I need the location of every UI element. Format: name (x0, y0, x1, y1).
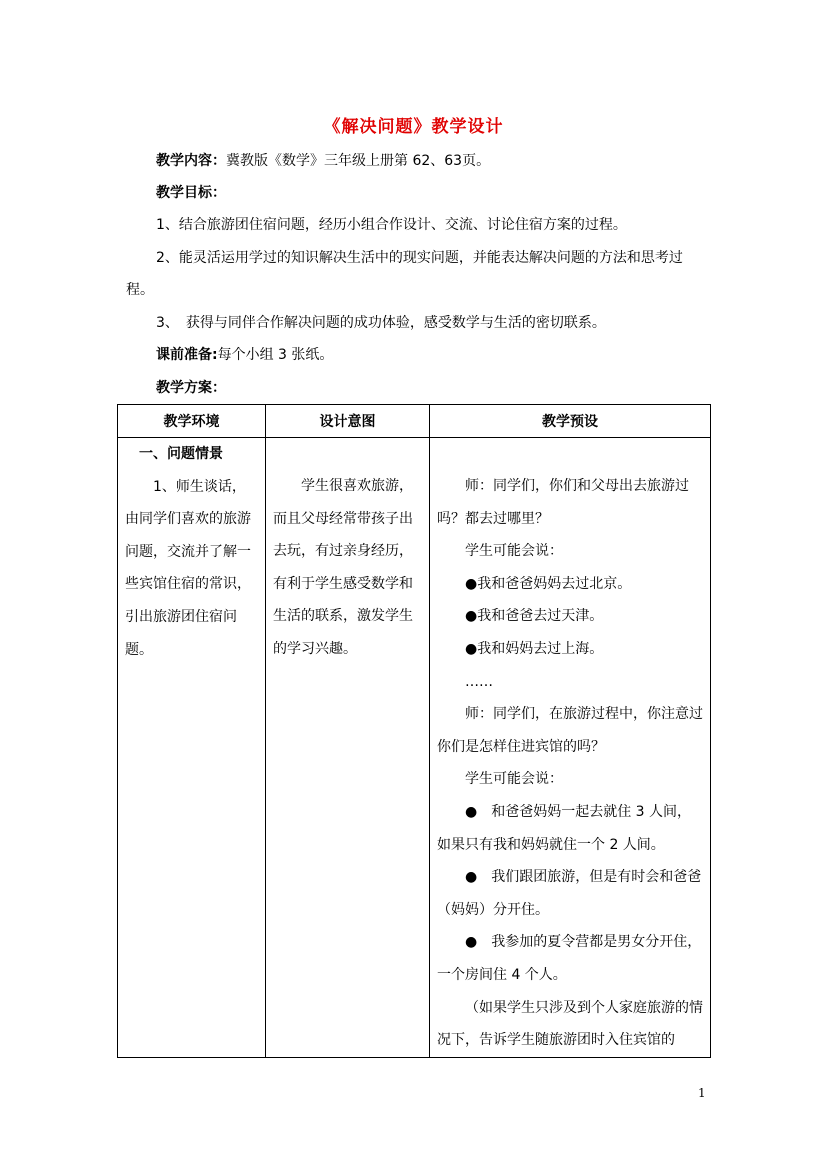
header-design-intent: 设计意图 (266, 405, 430, 438)
prep-text: 每个小组 3 张纸。 (217, 347, 334, 363)
preset-line-7: 师：同学们，在旅游过程中，你注意过你们是怎样住进宾馆的吗？ (437, 706, 703, 755)
prep-label: 课前准备: (156, 347, 218, 363)
teaching-plan-table (117, 404, 711, 1058)
goal-item-2-continued: 程。 (126, 282, 154, 298)
preset-line-5: ●我和妈妈去过上海。 (465, 640, 604, 657)
table-row (118, 438, 711, 1058)
preset-line-2: 学生可能会说： (465, 543, 563, 560)
goals-label: 教学目标： (156, 185, 226, 201)
plan-label: 教学方案： (156, 380, 226, 396)
teaching-preset-cell (430, 438, 711, 1058)
table-header-row (118, 405, 711, 438)
goal-item-1: 1、结合旅游团住宿问题，经历小组合作设计、交流、讨论住宿方案的过程。 (156, 217, 627, 233)
content-label: 教学内容： (156, 153, 226, 169)
document-title: 《解决问题》教学设计 (323, 117, 504, 137)
preset-line-11: ● 我参加的夏令营都是男女分开住，一个房间住 4 个人。 (437, 934, 702, 983)
page-number: 1 (698, 1086, 706, 1100)
goal-item-2: 2、能灵活运用学过的知识解决生活中的现实问题，并能表达解决问题的方法和思考过 (156, 250, 683, 266)
preset-line-8: 学生可能会说： (465, 771, 563, 788)
goal-item-3: 3、 获得与同伴合作解决问题的成功体验，感受数学与生活的密切联系。 (156, 315, 606, 331)
preset-line-6: …… (465, 673, 493, 690)
preset-line-9: ● 和爸爸妈妈一起去就住 3 人间，如果只有我和妈妈就住一个 2 人间。 (437, 803, 692, 853)
prep-line (156, 345, 333, 365)
preset-line-1: 师：同学们，你们和父母出去旅游过吗？都去过哪里？ (437, 478, 689, 527)
preset-line-4: ●我和爸爸去过天津。 (465, 608, 604, 625)
design-intent-text: 学生很喜欢旅游，而且父母经常带孩子出去玩，有过亲身经历，有利于学生感受数学和生活的联系，激发学生的学习兴趣。 (273, 478, 413, 657)
preset-line-3: ●我和爸爸妈妈去过北京。 (465, 575, 632, 592)
environment-text: 1、师生谈话，由同学们喜欢的旅游问题，交流并了解一些宾馆住宿的常识，引出旅游团住宿问题。 (125, 478, 251, 658)
environment-cell (118, 438, 266, 1058)
environment-heading: 一、问题情景 (139, 446, 223, 462)
preset-line-12: （如果学生只涉及到个人家庭旅游的情况下，告诉学生随旅游团时入住宾馆的 (437, 999, 703, 1049)
content-text: 冀教版《数学》三年级上册第 62、63页。 (226, 153, 491, 169)
preset-line-10: ● 我们跟团旅游，但是有时会和爸爸（妈妈）分开住。 (437, 869, 702, 918)
content-line (156, 151, 490, 171)
design-intent-cell (266, 438, 430, 1058)
header-environment: 教学环境 (118, 405, 266, 438)
header-teaching-preset: 教学预设 (430, 405, 711, 438)
